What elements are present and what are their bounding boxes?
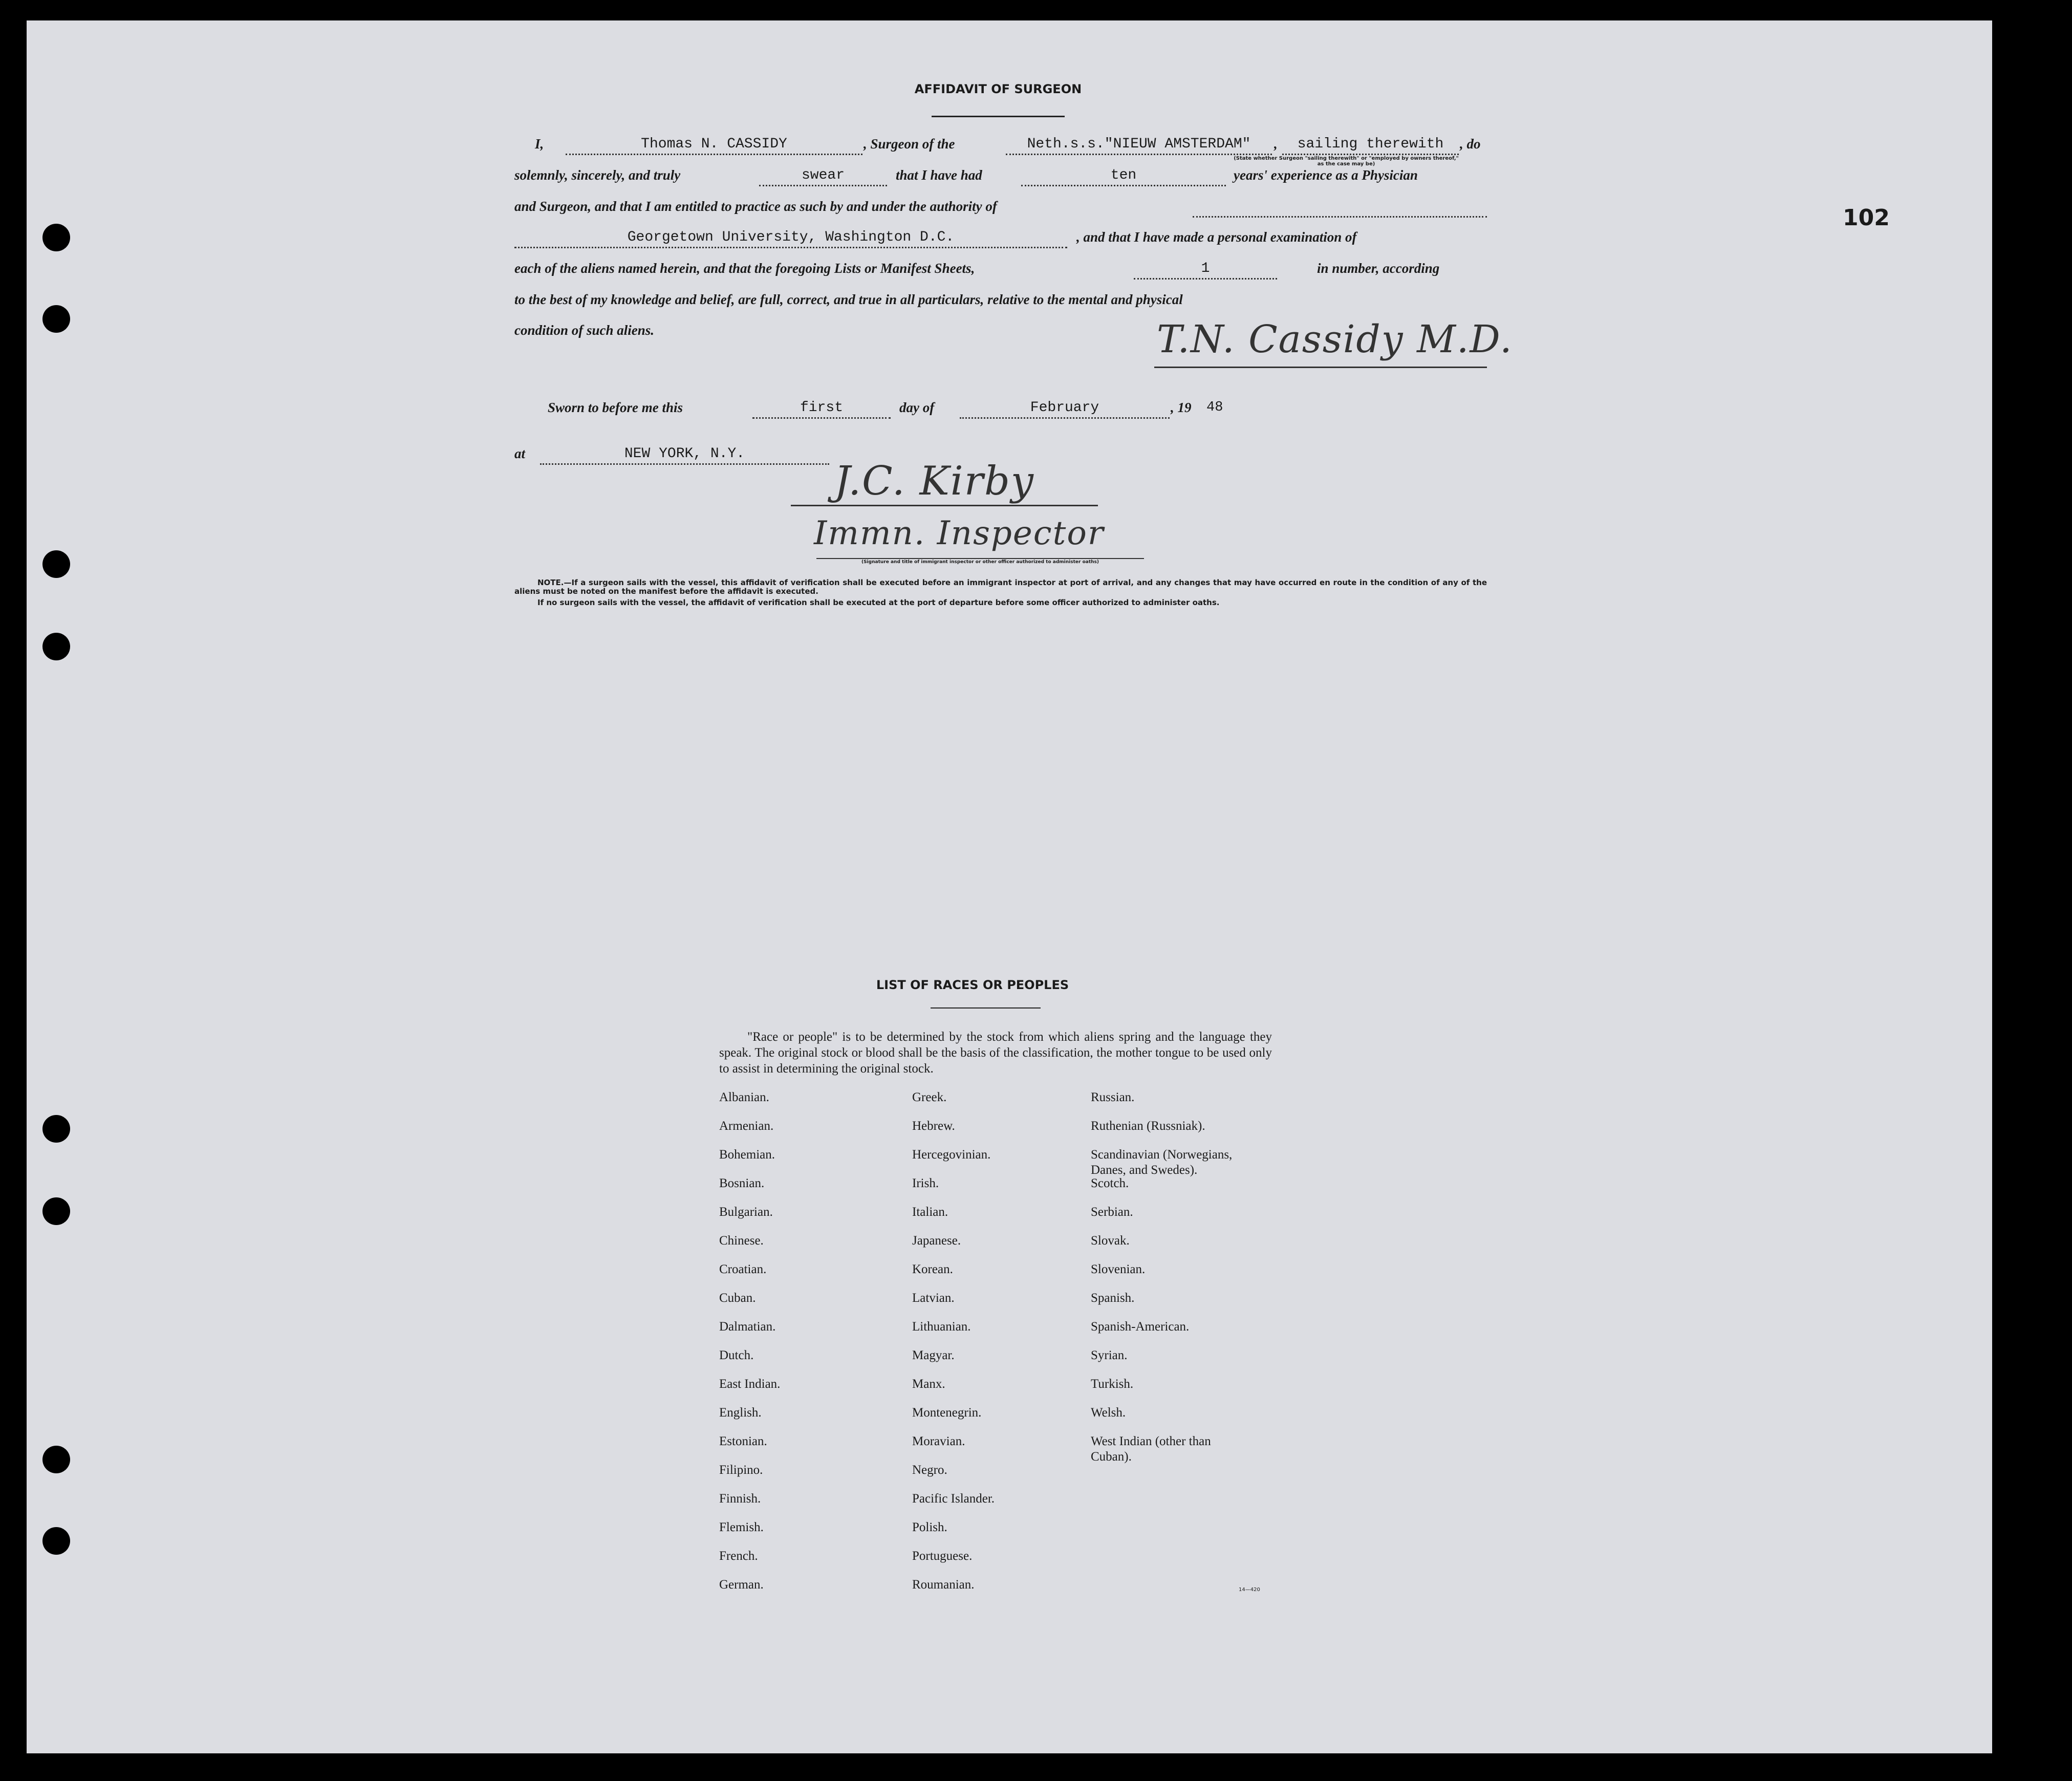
race-item: Cuban. [719, 1291, 756, 1305]
affidavit-line-4 [514, 229, 1487, 260]
race-item: English. [719, 1406, 762, 1420]
race-item: Estonian. [719, 1434, 767, 1448]
race-item: Portuguese. [912, 1549, 973, 1563]
affidavit-line-5 [514, 261, 1487, 291]
binder-hole-2 [42, 305, 70, 333]
note-text-2: If no surgeon sails with the vessel, the affidavit of verification shall be executed at the port of departure before some officer authorized to administer oaths. [537, 598, 1220, 607]
affidavit-text: , [1274, 136, 1278, 152]
race-item: Scotch. [1091, 1176, 1129, 1190]
race-item: Croatian. [719, 1262, 767, 1276]
races-title: LIST OF RACES OR PEOPLES [876, 978, 1069, 992]
affidavit-text: and Surgeon, and that I am entitled to practice as such by and under the authority of [514, 199, 997, 214]
race-item: Magyar. [912, 1348, 955, 1362]
affidavit-text: years' experience as a Physician [1234, 167, 1418, 183]
race-item: Polish. [912, 1520, 947, 1534]
race-item: Spanish. [1091, 1291, 1135, 1305]
race-item: Turkish. [1091, 1377, 1134, 1391]
oath-field[interactable]: swear [759, 167, 887, 186]
binder-hole-6 [42, 1197, 70, 1225]
race-item: French. [719, 1549, 758, 1563]
sailing-hint-text: (State whether Surgeon "sailing therewith" or "employed by owners thereof," as the case may be) [1234, 156, 1459, 167]
race-item: Italian. [912, 1205, 948, 1219]
race-item: Pacific Islander. [912, 1492, 995, 1506]
affidavit-text: I, [535, 136, 544, 152]
affidavit-line-2 [514, 167, 1487, 198]
races-intro: "Race or people" is to be determined by the stock from which aliens spring and the language they speak. The original stock or blood shall be the basis of the classification, the mother tongue to be used only to assist in determining the original stock. [719, 1030, 1272, 1076]
race-item: West Indian (other than Cuban). [1091, 1434, 1211, 1464]
race-item: Greek. [912, 1090, 947, 1104]
race-item: Welsh. [1091, 1406, 1126, 1420]
race-item: Hercegovinian. [912, 1148, 991, 1162]
affidavit-note [514, 578, 1487, 596]
race-item: Russian. [1091, 1090, 1135, 1104]
affidavit-text: , Surgeon of the [864, 136, 955, 152]
race-item: Bosnian. [719, 1176, 765, 1190]
affidavit-text: that I have had [896, 167, 982, 183]
sworn-line [514, 400, 1487, 431]
affidavit-text: condition of such aliens. [514, 323, 655, 338]
surgeon-name-field[interactable]: Thomas N. CASSIDY [566, 136, 862, 155]
race-item: Dutch. [719, 1348, 754, 1362]
race-item: Serbian. [1091, 1205, 1133, 1219]
race-item: Latvian. [912, 1291, 955, 1305]
sworn-month-field[interactable]: February [960, 400, 1170, 419]
binder-hole-8 [42, 1527, 70, 1555]
race-item: East Indian. [719, 1377, 781, 1391]
race-item: Dalmatian. [719, 1320, 776, 1334]
race-item: Ruthenian (Russniak). [1091, 1119, 1205, 1133]
race-item: Moravian. [912, 1434, 965, 1448]
sworn-text: Sworn to before me this [548, 400, 683, 415]
binder-hole-3 [42, 550, 70, 578]
page-number: 102 [1843, 205, 1890, 231]
race-item: German. [719, 1578, 764, 1592]
race-item: Armenian. [719, 1119, 774, 1133]
affidavit-line-1 [514, 136, 1487, 167]
authority-field[interactable]: Georgetown University, Washington D.C. [514, 229, 1067, 248]
affidavit-title: AFFIDAVIT OF SURGEON [914, 82, 1082, 96]
race-item: Manx. [912, 1377, 945, 1391]
inspector-signature-line [816, 558, 1144, 559]
race-item: Montenegrin. [912, 1406, 982, 1420]
race-item: Flemish. [719, 1520, 764, 1534]
signature-caption: (Signature and title of immigrant inspector or other officer authorized to administer oaths) [861, 560, 1099, 565]
race-item: Syrian. [1091, 1348, 1128, 1362]
race-item: Roumanian. [912, 1578, 975, 1592]
authority-line-1[interactable] [1193, 199, 1487, 218]
sworn-text: , 19 [1171, 400, 1192, 415]
race-item: Chinese. [719, 1234, 764, 1248]
note-label: NOTE. [537, 578, 564, 587]
officer-signature: J.C. Kirby [834, 458, 1034, 504]
sailing-status-field[interactable]: sailing therewith [1282, 136, 1459, 155]
affidavit-line-3 [514, 199, 1487, 229]
affidavit-title-rule [932, 116, 1065, 117]
affidavit-text: , do [1460, 136, 1481, 152]
affidavit-text: in number, according [1317, 261, 1440, 276]
race-item: Filipino. [719, 1463, 763, 1477]
race-item: Bohemian. [719, 1148, 775, 1162]
races-title-rule [931, 1007, 1041, 1008]
vessel-name-field[interactable]: Neth.s.s."NIEUW AMSTERDAM" [1006, 136, 1272, 155]
affidavit-text: to the best of my knowledge and belief, are full, correct, and true in all particulars, relative to the mental and physical [514, 292, 1183, 307]
race-item: Albanian. [719, 1090, 769, 1104]
binder-hole-7 [42, 1446, 70, 1473]
race-item: Lithuanian. [912, 1320, 971, 1334]
years-experience-field[interactable]: ten [1021, 167, 1226, 186]
note-text-1: —If a surgeon sails with the vessel, this affidavit of verification shall be executed before an immigrant inspector at port of arrival, and any changes that may have occurred en route in the condition of any of the aliens must be noted on the manifest before the affidavit is executed. [514, 578, 1487, 596]
race-item: Slovenian. [1091, 1262, 1146, 1276]
affidavit-text: each of the aliens named herein, and that the foregoing Lists or Manifest Sheets, [514, 261, 975, 276]
race-item: Irish. [912, 1176, 939, 1190]
sworn-year-field[interactable]: 48 [1206, 400, 1223, 415]
affidavit-text: , and that I have made a personal examination of [1076, 229, 1357, 245]
sworn-text: day of [899, 400, 935, 415]
manifest-sheets-field[interactable]: 1 [1134, 261, 1277, 280]
race-item: Scandinavian (Norwegians, Danes, and Swedes). [1091, 1148, 1233, 1177]
at-text: at [514, 446, 526, 461]
race-item: Negro. [912, 1463, 947, 1477]
binder-hole-5 [42, 1115, 70, 1143]
surgeon-signature-line [1154, 367, 1487, 368]
race-item: Japanese. [912, 1234, 961, 1248]
officer-signature-line [791, 505, 1098, 506]
inspector-signature: Immn. Inspector [814, 514, 1105, 552]
surgeon-signature: T.N. Cassidy M.D. [1157, 317, 1513, 361]
affidavit-text: solemnly, sincerely, and truly [514, 167, 681, 183]
sworn-day-field[interactable]: first [752, 400, 891, 419]
race-item: Spanish-American. [1091, 1320, 1190, 1334]
race-item: Finnish. [719, 1492, 761, 1506]
race-item: Hebrew. [912, 1119, 955, 1133]
race-item: Korean. [912, 1262, 953, 1276]
sworn-place-field[interactable]: NEW YORK, N.Y. [540, 446, 829, 465]
race-item: Slovak. [1091, 1234, 1130, 1248]
binder-hole-1 [42, 224, 70, 251]
affidavit-note-2 [537, 598, 1487, 607]
form-number: 14—420 [1239, 1587, 1260, 1593]
race-item: Bulgarian. [719, 1205, 773, 1219]
binder-hole-4 [42, 633, 70, 660]
